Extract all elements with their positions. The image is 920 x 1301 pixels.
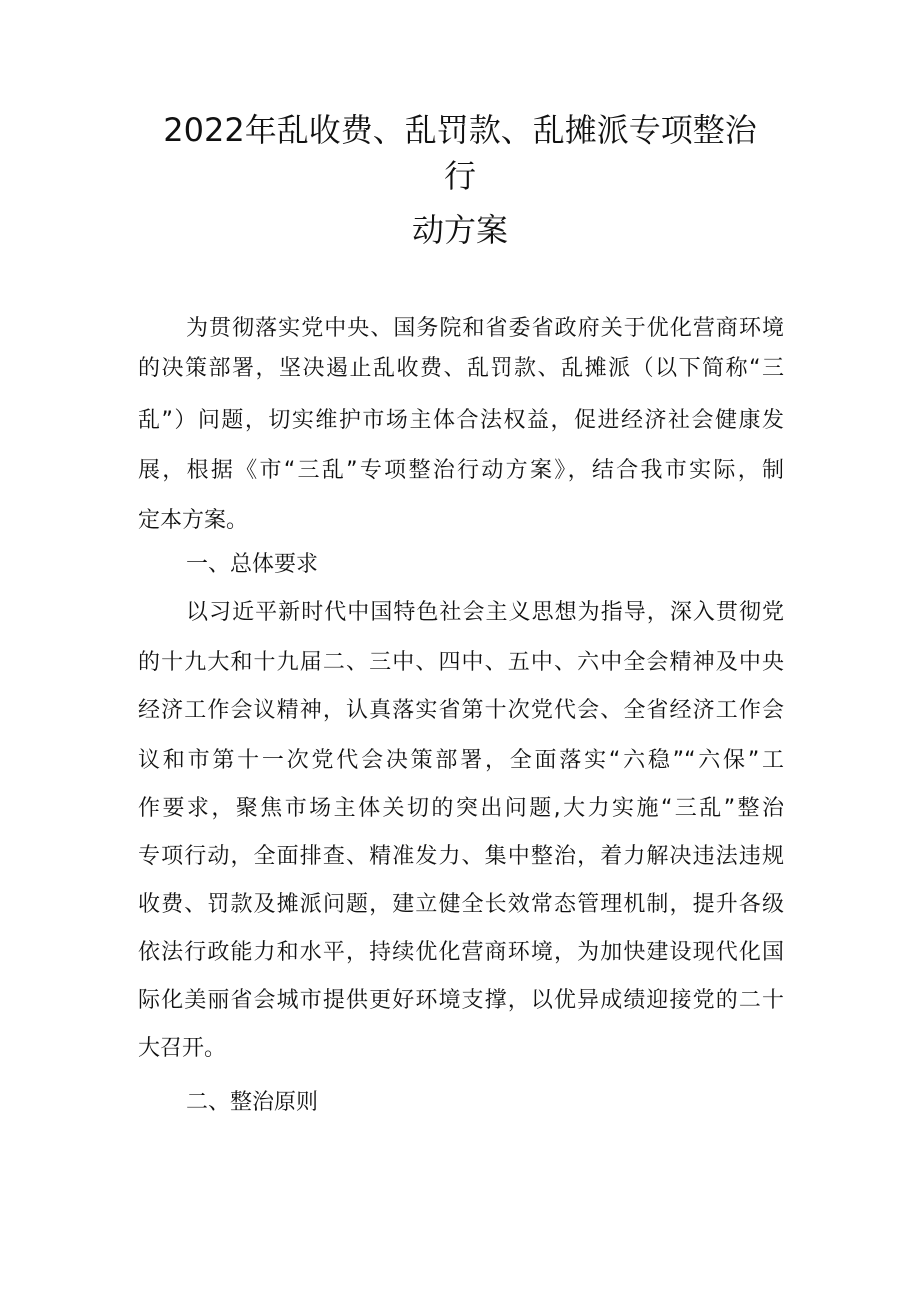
section-1-line-4: 议和市第十一次党代会决策部署，全面落实“六稳”“六保”工 bbox=[138, 748, 784, 773]
intro-line-5: 定本方案。 bbox=[138, 508, 249, 533]
section-1-line-2: 的十九大和十九届二、三中、四中、五中、六中全会精神及中央 bbox=[138, 650, 784, 675]
document-title-line-3: 动方案 bbox=[411, 211, 508, 249]
section-1-line-7: 收费、罚款及摊派问题，建立健全长效常态管理机制，提升各级 bbox=[138, 892, 784, 917]
section-1-line-3: 经济工作会议精神，认真落实省第十次党代会、全省经济工作会 bbox=[138, 698, 784, 723]
document-title-line-2: 行 bbox=[443, 157, 476, 195]
intro-line-2: 的决策部署，坚决遏止乱收费、乱罚款、乱摊派（以下简称“三 bbox=[138, 356, 784, 381]
section-1-line-8: 依法行政能力和水平，持续优化营商环境，为加快建设现代化国 bbox=[138, 940, 784, 965]
intro-line-1: 为贯彻落实党中央、国务院和省委省政府关于优化营商环境 bbox=[186, 316, 784, 341]
intro-line-3: 乱”）问题，切实维护市场主体合法权益，促进经济社会健康发 bbox=[138, 408, 784, 433]
section-1-line-1: 以习近平新时代中国特色社会主义思想为指导，深入贯彻党 bbox=[186, 600, 784, 625]
section-2-heading: 二、整治原则 bbox=[186, 1090, 319, 1115]
intro-line-4: 展，根据《市“三乱”专项整治行动方案》，结合我市实际，制 bbox=[138, 458, 785, 483]
section-1-heading: 一、总体要求 bbox=[186, 552, 319, 577]
section-1-line-9: 际化美丽省会城市提供更好环境支撑，以优异成绩迎接党的二十 bbox=[138, 988, 784, 1013]
section-1-line-10: 大召开。 bbox=[138, 1036, 227, 1061]
section-1-line-5: 作要求，聚焦市场主体关切的突出问题,大力实施“三乱”整治 bbox=[138, 796, 784, 821]
section-1-line-6: 专项行动，全面排查、精准发力、集中整治，着力解决违法违规 bbox=[138, 844, 784, 869]
document-title-line-1: 2022年乱收费、乱罚款、乱摊派专项整治 bbox=[163, 111, 757, 149]
